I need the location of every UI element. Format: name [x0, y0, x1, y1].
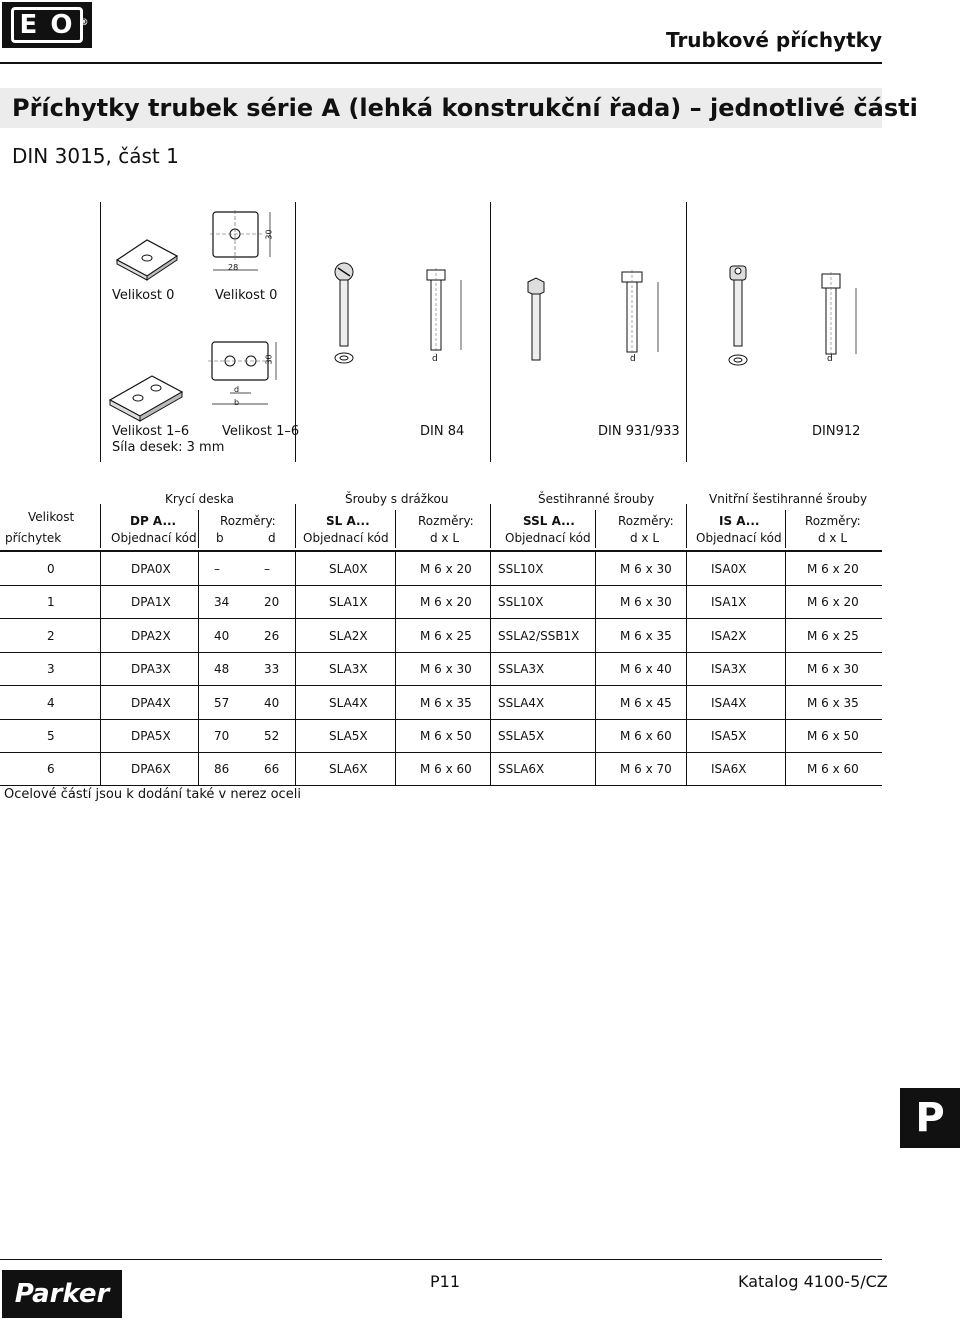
- cell-velikost: 6: [47, 762, 55, 777]
- table-col-rule: [295, 686, 296, 719]
- cell-dim-d: 26: [264, 628, 280, 643]
- table-col-rule: [295, 719, 296, 752]
- cell-velikost: 4: [47, 695, 55, 710]
- cell-is-code: ISA3X: [711, 662, 747, 677]
- cell-sl-dim: M 6 x 20: [420, 562, 472, 576]
- caption-velikost-0-b: Velikost 0: [215, 288, 278, 303]
- cell-dp-code: DPA1X: [131, 595, 171, 610]
- cell-is-code: ISA1X: [711, 595, 747, 610]
- table-col-rule: [785, 585, 786, 618]
- cell-sl-code: SLA3X: [329, 662, 368, 677]
- caption-din84: DIN 84: [420, 424, 465, 439]
- cell-sl-dim: M 6 x 60: [420, 762, 472, 777]
- table-note: Ocelové částí jsou k dodání také v nerez oceli: [4, 787, 301, 802]
- table-col-rule: [490, 686, 491, 719]
- cell-sl-code: SLA0X: [329, 562, 368, 576]
- cell-sl-dim: M 6 x 25: [420, 628, 472, 643]
- cell-dim-b: 57: [214, 695, 230, 710]
- sub-code-is: IS A...: [719, 514, 760, 528]
- section-divider: [686, 202, 687, 462]
- table-col-rule: [395, 719, 396, 752]
- cell-is-dim: M 6 x 35: [807, 695, 859, 710]
- cell-dim-b: 34: [214, 595, 230, 610]
- col-velikost: Velikost: [28, 510, 75, 524]
- header-divider: [490, 504, 491, 548]
- cell-sl-dim: M 6 x 35: [420, 695, 472, 710]
- table-col-rule: [595, 552, 596, 585]
- cell-dp-code: DPA4X: [131, 695, 171, 710]
- group-header-srouby-drazkou: Šrouby s drážkou: [345, 492, 449, 506]
- cell-ssl-dim: M 6 x 30: [620, 595, 672, 610]
- cell-sl-code: SLA1X: [329, 595, 368, 610]
- rozmery-3: Rozměry:: [618, 514, 674, 528]
- cell-dim-d: 33: [264, 662, 280, 677]
- table-col-rule: [490, 552, 491, 585]
- cell-is-dim: M 6 x 20: [807, 562, 859, 576]
- table-col-rule: [198, 652, 199, 685]
- cell-ssl-code: SSLA3X: [498, 662, 545, 677]
- cell-velikost: 0: [47, 562, 55, 576]
- socket-screw-iso-drawing: [726, 264, 756, 374]
- table-header-rule: [0, 550, 882, 552]
- rozmery-4: Rozměry:: [805, 514, 861, 528]
- cell-sl-code: SLA5X: [329, 729, 368, 743]
- table-col-rule: [295, 585, 296, 618]
- rozmery-1: Rozměry:: [220, 514, 276, 528]
- dim-b-head: b: [216, 531, 224, 545]
- dim-30-top: 30: [264, 229, 274, 240]
- table-col-rule: [686, 652, 687, 685]
- cell-dim-b: 48: [214, 662, 230, 677]
- table-row-rule: [0, 618, 882, 619]
- footer-catalog: Katalog 4100-5/CZ: [738, 1272, 888, 1291]
- table-col-rule: [100, 652, 101, 685]
- sub-code-ssl: SSL A...: [523, 514, 575, 528]
- table-col-rule: [595, 652, 596, 685]
- group-header-kryci-deska: Krycí deska: [165, 492, 234, 506]
- cell-sl-dim: M 6 x 50: [420, 729, 472, 743]
- cell-dim-d: 40: [264, 695, 280, 710]
- table-col-rule: [100, 719, 101, 752]
- cell-ssl-code: SSLA4X: [498, 695, 545, 710]
- cell-velikost: 5: [47, 729, 55, 743]
- cell-is-dim: M 6 x 30: [807, 662, 859, 677]
- table-col-rule: [395, 652, 396, 685]
- rozmery-2: Rozměry:: [418, 514, 474, 528]
- header-subdivider: [198, 510, 199, 548]
- section-divider: [295, 202, 296, 462]
- cell-dim-d: 52: [264, 729, 280, 743]
- cell-dim-d: –: [264, 562, 270, 576]
- page-subtitle: DIN 3015, část 1: [12, 144, 179, 168]
- col-prichytek: příchytek: [5, 531, 62, 545]
- objednaci-4: Objednací kód: [696, 531, 782, 545]
- table-col-rule: [490, 752, 491, 785]
- cell-is-code: ISA0X: [711, 562, 747, 576]
- cell-ssl-dim: M 6 x 45: [620, 695, 672, 710]
- table-col-rule: [785, 719, 786, 752]
- cell-sl-code: SLA4X: [329, 695, 368, 710]
- table-col-rule: [395, 686, 396, 719]
- eo-logo: E O ®: [2, 2, 92, 48]
- table-col-rule: [295, 752, 296, 785]
- sub-code-dp: DP A...: [130, 514, 177, 528]
- group-header-sestihranne: Šestihranné šrouby: [538, 492, 655, 506]
- table-col-rule: [198, 752, 199, 785]
- cell-dp-code: DPA2X: [131, 628, 171, 643]
- slotted-screw-side-drawing: [425, 268, 470, 358]
- bolt-dim-d-3: d: [827, 354, 833, 364]
- table-col-rule: [785, 552, 786, 585]
- header-title: Trubkové příchytky: [666, 28, 882, 52]
- cell-ssl-code: SSLA6X: [498, 762, 545, 777]
- cell-dp-code: DPA0X: [131, 562, 171, 576]
- table-row-rule: [0, 585, 882, 586]
- dim-dxl-head-1: d x L: [430, 531, 460, 545]
- dim-28: 28: [228, 263, 239, 272]
- table-col-rule: [198, 619, 199, 652]
- cell-dim-b: 86: [214, 762, 230, 777]
- cell-ssl-dim: M 6 x 60: [620, 729, 672, 743]
- cell-dim-d: 66: [264, 762, 280, 777]
- cell-ssl-dim: M 6 x 70: [620, 762, 672, 777]
- dim-d-plate: d: [234, 385, 240, 394]
- table-col-rule: [785, 619, 786, 652]
- footer-page-number: P11: [430, 1272, 461, 1291]
- header-subdivider: [785, 510, 786, 548]
- table-col-rule: [198, 552, 199, 585]
- table-row-rule: [0, 652, 882, 653]
- cell-ssl-code: SSLA2/SSB1X: [498, 628, 580, 643]
- cell-is-code: ISA6X: [711, 762, 747, 777]
- header-rule: [0, 62, 882, 64]
- dim-dxl-head-2: d x L: [630, 531, 660, 545]
- cell-is-code: ISA4X: [711, 695, 747, 710]
- cell-velikost: 1: [47, 595, 55, 610]
- header-subdivider: [595, 510, 596, 548]
- table-col-rule: [686, 752, 687, 785]
- cell-velikost: 2: [47, 628, 55, 643]
- table-col-rule: [686, 585, 687, 618]
- cell-ssl-code: SSL10X: [498, 595, 544, 610]
- table-row-rule: [0, 685, 882, 686]
- cover-plate-two-hole-top-drawing: [208, 338, 288, 408]
- bolt-dim-d-1: d: [432, 354, 438, 364]
- cell-sl-dim: M 6 x 20: [420, 595, 472, 610]
- cell-dim-b: 40: [214, 628, 230, 643]
- table-col-rule: [198, 686, 199, 719]
- table-col-rule: [785, 752, 786, 785]
- cell-dp-code: DPA5X: [131, 729, 171, 743]
- cell-is-dim: M 6 x 20: [807, 595, 859, 610]
- cell-ssl-dim: M 6 x 30: [620, 562, 672, 576]
- socket-screw-side-drawing: [820, 272, 865, 362]
- table-col-rule: [395, 752, 396, 785]
- dim-dxl-head-3: d x L: [818, 531, 848, 545]
- table-col-rule: [295, 552, 296, 585]
- table-col-rule: [100, 752, 101, 785]
- cell-dp-code: DPA6X: [131, 762, 171, 777]
- cover-plate-top-view-drawing: [210, 210, 290, 280]
- table-col-rule: [595, 686, 596, 719]
- sub-code-sl: SL A...: [326, 514, 370, 528]
- cell-sl-code: SLA6X: [329, 762, 368, 777]
- parker-logo: Parker: [2, 1270, 122, 1318]
- cell-sl-code: SLA2X: [329, 628, 368, 643]
- table-col-rule: [100, 585, 101, 618]
- table-col-rule: [686, 686, 687, 719]
- table-col-rule: [100, 619, 101, 652]
- section-tab-p: P: [900, 1088, 960, 1148]
- cell-is-code: ISA2X: [711, 628, 747, 643]
- cell-velikost: 3: [47, 662, 55, 677]
- objednaci-3: Objednací kód: [505, 531, 591, 545]
- caption-velikost-0-a: Velikost 0: [112, 288, 175, 303]
- table-col-rule: [490, 585, 491, 618]
- caption-sila-desek: Síla desek: 3 mm: [112, 440, 225, 455]
- hex-screw-iso-drawing: [524, 278, 554, 368]
- caption-din931: DIN 931/933: [598, 424, 680, 439]
- table-col-rule: [490, 719, 491, 752]
- section-divider: [100, 202, 101, 462]
- table-col-rule: [595, 752, 596, 785]
- cell-dim-b: 70: [214, 729, 230, 743]
- cell-dp-code: DPA3X: [131, 662, 171, 677]
- table-col-rule: [686, 719, 687, 752]
- table-col-rule: [295, 652, 296, 685]
- cell-sl-dim: M 6 x 30: [420, 662, 472, 677]
- table-col-rule: [595, 719, 596, 752]
- cell-dim-b: –: [214, 562, 220, 576]
- objednaci-1: Objednací kód: [111, 531, 197, 545]
- table-col-rule: [198, 585, 199, 618]
- footer-rule: [0, 1259, 882, 1260]
- bolt-dim-d-2: d: [630, 354, 636, 364]
- dim-b-plate: b: [234, 398, 240, 407]
- table-row-rule: [0, 719, 882, 720]
- section-divider: [490, 202, 491, 462]
- header-divider: [295, 504, 296, 548]
- caption-velikost-16-b: Velikost 1–6: [222, 424, 300, 439]
- table-col-rule: [100, 552, 101, 585]
- caption-din912: DIN912: [812, 424, 861, 439]
- table-col-rule: [595, 619, 596, 652]
- cell-is-dim: M 6 x 50: [807, 729, 859, 743]
- table-col-rule: [785, 686, 786, 719]
- table-col-rule: [595, 585, 596, 618]
- table-col-rule: [395, 619, 396, 652]
- dim-30-bottom: 30: [264, 354, 274, 365]
- header-subdivider: [395, 510, 396, 548]
- cell-ssl-code: SSLA5X: [498, 729, 545, 743]
- table-col-rule: [395, 585, 396, 618]
- header-divider: [100, 504, 101, 548]
- table-col-rule: [490, 619, 491, 652]
- cell-ssl-dim: M 6 x 35: [620, 628, 672, 643]
- objednaci-2: Objednací kód: [303, 531, 389, 545]
- table-col-rule: [785, 652, 786, 685]
- table-col-rule: [686, 552, 687, 585]
- table-col-rule: [490, 652, 491, 685]
- table-row-rule: [0, 752, 882, 753]
- table-col-rule: [395, 552, 396, 585]
- caption-velikost-16-a: Velikost 1–6: [112, 424, 190, 439]
- table-col-rule: [686, 619, 687, 652]
- cell-is-dim: M 6 x 60: [807, 762, 859, 777]
- header-divider: [686, 504, 687, 548]
- dim-d-head: d: [268, 531, 276, 545]
- cell-is-dim: M 6 x 25: [807, 628, 859, 643]
- cell-ssl-dim: M 6 x 40: [620, 662, 672, 677]
- hex-screw-side-drawing: [620, 270, 665, 360]
- table-col-rule: [295, 619, 296, 652]
- slotted-screw-iso-drawing: [332, 262, 362, 372]
- cell-dim-d: 20: [264, 595, 280, 610]
- cell-is-code: ISA5X: [711, 729, 747, 743]
- page-title: Příchytky trubek série A (lehká konstrukční řada) – jednotlivé části: [12, 94, 918, 122]
- cell-ssl-code: SSL10X: [498, 562, 544, 576]
- table-col-rule: [198, 719, 199, 752]
- group-header-vnitrni: Vnitřní šestihranné šrouby: [709, 492, 868, 506]
- table-col-rule: [100, 686, 101, 719]
- cover-plate-iso-large-drawing: [106, 370, 186, 425]
- cover-plate-iso-small-drawing: [112, 232, 182, 282]
